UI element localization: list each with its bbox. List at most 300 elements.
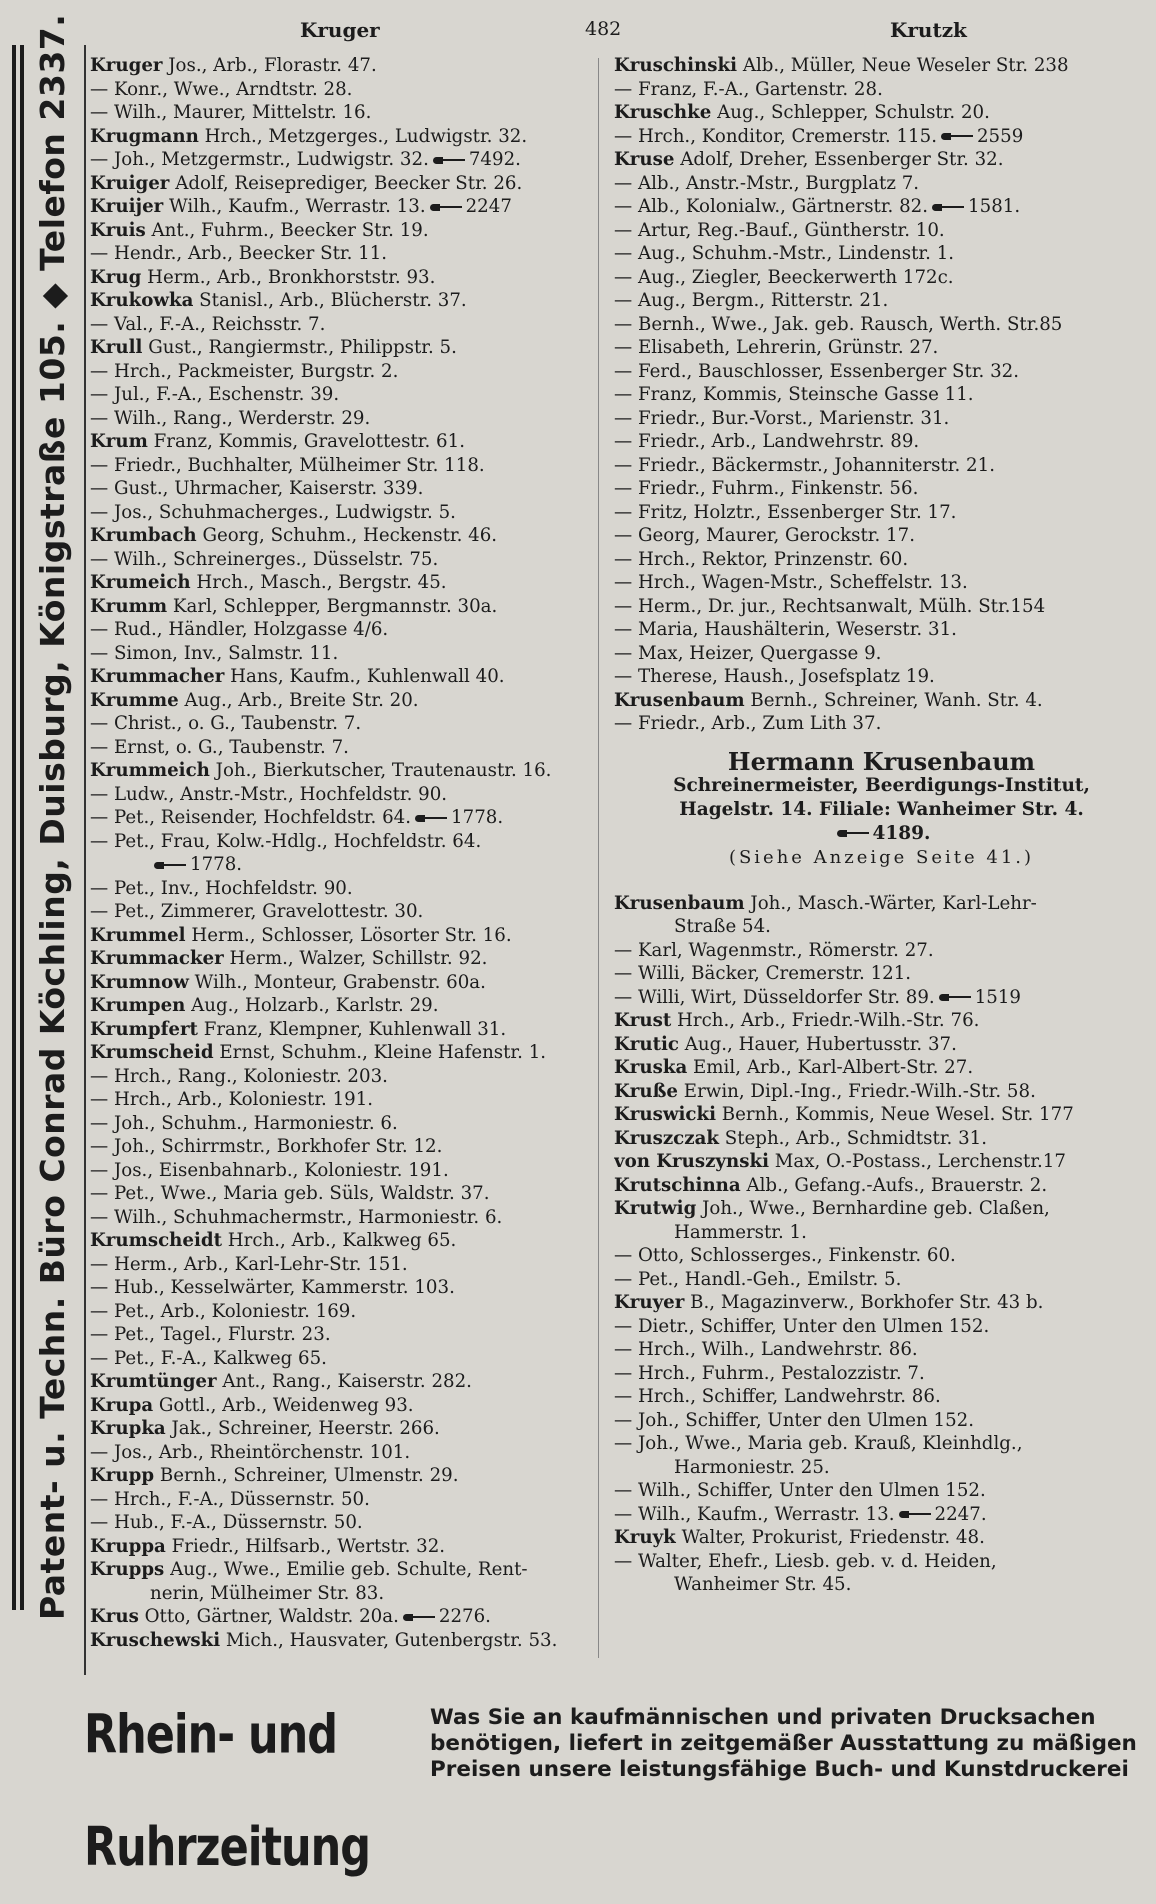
directory-entry bbox=[614, 595, 1149, 619]
telephone-icon bbox=[837, 829, 869, 838]
entry-details: Hammerstr. 1. bbox=[674, 1221, 807, 1243]
directory-entry bbox=[90, 289, 590, 313]
directory-entry bbox=[614, 1526, 1149, 1550]
entry-details: Jos., Arb., Florastr. 47. bbox=[162, 55, 377, 76]
directory-entry bbox=[614, 1150, 1149, 1174]
entry-details: — Aug., Ziegler, Beeckerwerth 172c. bbox=[614, 266, 954, 288]
entry-details: Alb., Gefang.-Aufs., Brauerstr. 2. bbox=[740, 1174, 1048, 1196]
directory-entry bbox=[90, 101, 590, 125]
entry-details: Bernh., Schreiner, Ulmenstr. 29. bbox=[154, 1465, 459, 1486]
directory-entry bbox=[614, 939, 1149, 963]
entry-surname: Kruyk bbox=[614, 1527, 676, 1548]
entry-details: — Pet., F.-A., Kalkweg 65. bbox=[90, 1347, 327, 1369]
directory-entry bbox=[614, 712, 1149, 736]
entry-details: Hrch., Metzgerges., Ludwigstr. 32. bbox=[198, 125, 528, 147]
entry-details: Joh., Wwe., Bernhardine geb. Claßen, bbox=[696, 1198, 1050, 1219]
directory-entry bbox=[90, 1558, 590, 1582]
entry-details: — Hub., Kesselwärter, Kammerstr. 103. bbox=[90, 1277, 455, 1298]
entry-surname: Kruschinski bbox=[614, 55, 738, 76]
directory-entry bbox=[90, 78, 590, 102]
telephone-icon bbox=[939, 993, 971, 1002]
entry-details: — Alb., Anstr.-Mstr., Burgplatz 7. bbox=[614, 172, 920, 194]
directory-entry bbox=[90, 853, 590, 877]
entry-details: — Elisabeth, Lehrerin, Grünstr. 27. bbox=[614, 337, 939, 358]
right-column-bottom bbox=[614, 892, 1149, 1597]
entry-details: Hrch., Arb., Kalkweg 65. bbox=[222, 1230, 457, 1251]
sidebar-rule bbox=[20, 45, 24, 1610]
ad-name: Hermann Krusenbaum bbox=[727, 746, 1036, 776]
entry-details: — Friedr., Bäckermstr., Johanniterstr. 21. bbox=[614, 454, 995, 476]
entry-details: Hans, Kaufm., Kuhlenwall 40. bbox=[224, 666, 505, 687]
entry-surname: Krummacker bbox=[90, 948, 224, 969]
directory-entry bbox=[90, 430, 590, 454]
telephone-icon bbox=[899, 1510, 931, 1519]
directory-entry bbox=[614, 336, 1149, 360]
entry-details: — Christ., o. G., Taubenstr. 7. bbox=[90, 713, 362, 734]
telephone-icon bbox=[932, 203, 964, 212]
entry-details: Aug., Hauer, Hubertusstr. 37. bbox=[679, 1033, 957, 1055]
directory-entry bbox=[614, 1385, 1149, 1409]
directory-entry bbox=[614, 1056, 1149, 1080]
telephone-icon bbox=[403, 1613, 435, 1622]
directory-entry bbox=[614, 1174, 1149, 1198]
directory-entry bbox=[614, 1479, 1149, 1503]
entry-surname: Krug bbox=[90, 266, 142, 288]
directory-entry bbox=[614, 78, 1149, 102]
directory-entry bbox=[90, 947, 590, 971]
entry-details: Herm., Arb., Bronkhorststr. 93. bbox=[141, 266, 436, 288]
directory-entry bbox=[614, 219, 1149, 243]
entry-surname: Krummeich bbox=[90, 760, 210, 781]
ad-phone-line bbox=[614, 822, 1149, 846]
directory-entry bbox=[614, 1103, 1149, 1127]
entry-surname: Kruyer bbox=[614, 1292, 685, 1313]
entry-details: Hrch., Masch., Bergstr. 45. bbox=[190, 572, 447, 593]
directory-entry bbox=[614, 1573, 1149, 1597]
entry-details: Friedr., Hilfsarb., Wertstr. 32. bbox=[165, 1535, 446, 1557]
entry-details: — Willi, Bäcker, Cremerstr. 121. bbox=[614, 963, 912, 984]
directory-entry bbox=[90, 900, 590, 924]
left-border-rule bbox=[84, 45, 86, 1675]
entry-details: — Ferd., Bauschlosser, Essenberger Str. 32. bbox=[614, 360, 1019, 382]
directory-entry bbox=[90, 689, 590, 713]
directory-entry bbox=[614, 1127, 1149, 1151]
directory-entry bbox=[90, 1629, 590, 1653]
directory-entry bbox=[614, 689, 1149, 713]
directory-entry bbox=[90, 1488, 590, 1512]
entry-phone: 7492. bbox=[468, 149, 521, 170]
directory-entry bbox=[90, 148, 590, 172]
directory-entry bbox=[614, 54, 1149, 78]
entry-phone: 2247 bbox=[465, 196, 512, 217]
entry-details: Georg, Schuhm., Heckenstr. 46. bbox=[196, 525, 498, 546]
ad-line1: Schreinermeister, Beerdigungs-Institut, bbox=[673, 774, 1090, 796]
entry-details: — Pet., Reisender, Hochfeldstr. 64. bbox=[90, 807, 412, 828]
directory-entry bbox=[90, 1417, 590, 1441]
entry-details: Wilh., Kaufm., Werrastr. 13. bbox=[163, 196, 426, 217]
directory-entry bbox=[614, 101, 1149, 125]
directory-entry bbox=[614, 1550, 1149, 1574]
directory-entry bbox=[614, 266, 1149, 290]
directory-entry bbox=[614, 172, 1149, 196]
entry-details: — Herm., Dr. jur., Rechtsanwalt, Mülh. Str.154 bbox=[614, 595, 1046, 617]
entry-details: Walter, Prokurist, Friedenstr. 48. bbox=[675, 1527, 985, 1548]
entry-details: — Bernh., Wwe., Jak. geb. Rausch, Werth. Str.85 bbox=[614, 313, 1063, 335]
entry-surname: Kruschke bbox=[614, 102, 712, 123]
sidebar-advert bbox=[0, 0, 84, 1700]
footer-line: benötigen, liefert in zeitgemäßer Ausstattung zu mäßigen bbox=[430, 1731, 1137, 1756]
right-column bbox=[614, 54, 1149, 1597]
entry-details: — Aug., Schuhm.-Mstr., Lindenstr. 1. bbox=[614, 243, 955, 264]
entry-details: — Franz, Kommis, Steinsche Gasse 11. bbox=[614, 384, 974, 405]
directory-entry bbox=[90, 383, 590, 407]
directory-entry bbox=[90, 1253, 590, 1277]
directory-entry bbox=[614, 125, 1149, 149]
directory-entry bbox=[614, 1197, 1149, 1221]
entry-details: — Wilh., Schuhmachermstr., Harmoniestr. 6. bbox=[90, 1206, 503, 1228]
directory-entry bbox=[90, 618, 590, 642]
directory-entry bbox=[90, 642, 590, 666]
entry-details: — Wilh., Maurer, Mittelstr. 16. bbox=[90, 102, 372, 123]
entry-surname: Kruijer bbox=[90, 196, 164, 217]
entry-surname: Krummel bbox=[90, 924, 186, 946]
header-right: Krutzk bbox=[890, 18, 967, 42]
entry-details: — Pet., Tagel., Flurstr. 23. bbox=[90, 1324, 331, 1345]
ad-reference: (Siehe Anzeige Seite 41.) bbox=[728, 846, 1035, 868]
entry-details: — Hrch., Schiffer, Landwehrstr. 86. bbox=[614, 1386, 941, 1407]
directory-entry bbox=[614, 360, 1149, 384]
directory-entry bbox=[90, 595, 590, 619]
directory-entry bbox=[614, 962, 1149, 986]
entry-details: — Joh., Schuhm., Harmoniestr. 6. bbox=[90, 1112, 398, 1134]
directory-entry bbox=[90, 971, 590, 995]
entry-details: Adolf, Reiseprediger, Beecker Str. 26. bbox=[169, 172, 523, 194]
entry-surname: Krumbach bbox=[90, 525, 197, 546]
entry-details: Herm., Schlosser, Lösorter Str. 16. bbox=[185, 924, 512, 946]
entry-details: — Franz, F.-A., Gartenstr. 28. bbox=[614, 78, 883, 100]
entry-details: Ant., Rang., Kaiserstr. 282. bbox=[216, 1371, 472, 1392]
directory-entry bbox=[90, 783, 590, 807]
directory-entry bbox=[614, 892, 1149, 916]
entry-details: — Wilh., Rang., Werderstr. 29. bbox=[90, 407, 371, 429]
directory-entry bbox=[90, 571, 590, 595]
entry-phone: 2559 bbox=[976, 125, 1024, 147]
entry-details: — Simon, Inv., Salmstr. 11. bbox=[90, 642, 339, 664]
directory-entry bbox=[90, 1276, 590, 1300]
entry-surname: Kruger bbox=[90, 55, 163, 76]
entry-details: — Jos., Schuhmacherges., Ludwigstr. 5. bbox=[90, 501, 456, 523]
column-divider bbox=[598, 58, 599, 1658]
ad-line2: Hagelstr. 14. Filiale: Wanheimer Str. 4. bbox=[679, 798, 1084, 820]
entry-details: — Alb., Kolonialw., Gärtnerstr. 82. bbox=[614, 196, 929, 217]
directory-entry bbox=[614, 313, 1149, 337]
entry-details: — Friedr., Bur.-Vorst., Marienstr. 31. bbox=[614, 407, 950, 429]
entry-details: — Pet., Zimmerer, Gravelottestr. 30. bbox=[90, 901, 424, 922]
directory-entry bbox=[90, 360, 590, 384]
entry-details: — Joh., Schiffer, Unter den Ulmen 152. bbox=[614, 1409, 975, 1431]
entry-details: — Therese, Haush., Josefsplatz 19. bbox=[614, 666, 935, 687]
directory-entry bbox=[614, 1362, 1149, 1386]
directory-entry bbox=[90, 759, 590, 783]
directory-entry bbox=[90, 266, 590, 290]
directory-entry bbox=[614, 986, 1149, 1010]
entry-details: — Pet., Wwe., Maria geb. Süls, Waldstr. 37. bbox=[90, 1183, 490, 1204]
entry-surname: Kruse bbox=[614, 149, 675, 170]
directory-entry bbox=[614, 618, 1149, 642]
entry-details: — Otto, Schlosserges., Finkenstr. 60. bbox=[614, 1245, 956, 1266]
directory-entry bbox=[90, 1041, 590, 1065]
entry-details: nerin, Mülheimer Str. 83. bbox=[150, 1582, 385, 1604]
entry-details: — Pet., Handl.-Geh., Emilstr. 5. bbox=[614, 1268, 902, 1290]
directory-entry bbox=[90, 1182, 590, 1206]
entry-details: Gottl., Arb., Weidenweg 93. bbox=[153, 1394, 414, 1416]
directory-entry bbox=[90, 1441, 590, 1465]
entry-phone: 1581. bbox=[968, 196, 1021, 217]
directory-entry bbox=[614, 642, 1149, 666]
entry-details: Jak., Schreiner, Heerstr. 266. bbox=[165, 1418, 440, 1439]
directory-entry bbox=[90, 1511, 590, 1535]
entry-details: Hrch., Arb., Friedr.-Wilh.-Str. 76. bbox=[671, 1010, 980, 1031]
entry-surname: Krupka bbox=[90, 1418, 166, 1439]
entry-details: Ernst, Schuhm., Kleine Hafenstr. 1. bbox=[213, 1042, 547, 1063]
entry-details: — Hendr., Arb., Beecker Str. 11. bbox=[90, 243, 388, 264]
directory-entry bbox=[90, 1582, 590, 1606]
entry-surname: Krukowka bbox=[90, 290, 194, 311]
entry-details: Joh., Bierkutscher, Trautenaustr. 16. bbox=[209, 760, 552, 781]
entry-surname: Krugmann bbox=[90, 125, 199, 147]
entry-details: Steph., Arb., Schmidtstr. 31. bbox=[718, 1127, 988, 1149]
entry-details: — Willi, Wirt, Düsseldorfer Str. 89. bbox=[614, 986, 935, 1008]
directory-entry bbox=[90, 1300, 590, 1324]
entry-surname: Krusenbaum bbox=[614, 689, 745, 711]
directory-entry bbox=[614, 1009, 1149, 1033]
directory-entry bbox=[90, 1159, 590, 1183]
directory-entry bbox=[614, 477, 1149, 501]
entry-details: Karl, Schlepper, Bergmannstr. 30a. bbox=[167, 595, 498, 617]
entry-details: — Aug., Bergm., Ritterstr. 21. bbox=[614, 290, 889, 311]
directory-entry bbox=[90, 125, 590, 149]
entry-details: — Friedr., Arb., Landwehrstr. 89. bbox=[614, 431, 920, 452]
entry-details: — Maria, Haushälterin, Weserstr. 31. bbox=[614, 619, 957, 640]
entry-details: — Pet., Frau, Kolw.-Hdlg., Hochfeldstr. 64. bbox=[90, 830, 482, 852]
entry-details: — Dietr., Schiffer, Unter den Ulmen 152. bbox=[614, 1315, 990, 1337]
entry-details: Herm., Walzer, Schillstr. 92. bbox=[223, 948, 488, 969]
entry-details: — Hrch., Wagen-Mstr., Scheffelstr. 13. bbox=[614, 572, 968, 593]
right-column-top bbox=[614, 54, 1149, 736]
entry-surname: Kruska bbox=[614, 1057, 688, 1078]
entry-details: Aug., Holzarb., Karlstr. 29. bbox=[185, 995, 439, 1016]
entry-details: — Hrch., Rang., Koloniestr. 203. bbox=[90, 1065, 388, 1087]
entry-surname: Krumeich bbox=[90, 572, 191, 593]
entry-details: — Ernst, o. G., Taubenstr. 7. bbox=[90, 736, 349, 758]
entry-surname: Krumnow bbox=[90, 971, 189, 993]
directory-entry bbox=[90, 806, 590, 830]
entry-surname: Krumpen bbox=[90, 995, 186, 1016]
directory-entry bbox=[614, 665, 1149, 689]
entry-surname: Kruppa bbox=[90, 1535, 166, 1557]
entry-surname: Kruiger bbox=[90, 172, 170, 194]
entry-details: Bernh., Kommis, Neue Wesel. Str. 177 bbox=[716, 1104, 1074, 1125]
entry-phone: 1519 bbox=[974, 986, 1021, 1008]
entry-details: Mich., Hausvater, Gutenbergstr. 53. bbox=[220, 1629, 558, 1651]
footer-text bbox=[430, 1705, 1150, 1783]
entry-surname: Krumm bbox=[90, 595, 168, 617]
directory-entry bbox=[90, 1229, 590, 1253]
directory-entry bbox=[90, 1065, 590, 1089]
telephone-icon bbox=[433, 156, 465, 165]
entry-details: — Konr., Wwe., Arndtstr. 28. bbox=[90, 78, 353, 100]
entry-surname: Kruswicki bbox=[614, 1104, 717, 1125]
header-left: Kruger bbox=[300, 18, 380, 42]
entry-details: Erwin, Dipl.-Ing., Friedr.-Wilh.-Str. 58. bbox=[678, 1080, 1036, 1102]
entry-surname: Kruschewski bbox=[90, 1629, 221, 1651]
directory-entry bbox=[614, 1315, 1149, 1339]
entry-phone: 2276. bbox=[438, 1606, 491, 1627]
entry-surname: Krumme bbox=[90, 689, 179, 711]
entry-surname: Krupp bbox=[90, 1465, 155, 1486]
entry-details: — Fritz, Holztr., Essenberger Str. 17. bbox=[614, 501, 957, 523]
directory-entry bbox=[90, 1323, 590, 1347]
entry-details: Bernh., Schreiner, Wanh. Str. 4. bbox=[744, 689, 1043, 711]
directory-entry bbox=[90, 336, 590, 360]
directory-entry bbox=[90, 665, 590, 689]
entry-surname: Krumscheidt bbox=[90, 1230, 222, 1251]
left-column bbox=[90, 54, 590, 1652]
entry-details: Alb., Müller, Neue Weseler Str. 238 bbox=[737, 55, 1069, 76]
entry-details: — Pet., Inv., Hochfeldstr. 90. bbox=[90, 877, 353, 899]
directory-entry bbox=[90, 924, 590, 948]
directory-entry bbox=[90, 407, 590, 431]
entry-details: Emil, Arb., Karl-Albert-Str. 27. bbox=[687, 1057, 974, 1078]
entry-details: — Pet., Arb., Koloniestr. 169. bbox=[90, 1300, 357, 1322]
directory-entry bbox=[614, 1033, 1149, 1057]
directory-entry bbox=[90, 1535, 590, 1559]
entry-surname: Krust bbox=[614, 1010, 672, 1031]
entry-surname: Krutic bbox=[614, 1033, 679, 1055]
entry-surname: Kruis bbox=[90, 219, 146, 241]
directory-entry bbox=[614, 1080, 1149, 1104]
entry-details: Max, O.-Postass., Lerchenstr.17 bbox=[768, 1151, 1066, 1172]
entry-details: Wilh., Monteur, Grabenstr. 60a. bbox=[188, 971, 486, 993]
entry-details: — Friedr., Buchhalter, Mülheimer Str. 118. bbox=[90, 454, 485, 476]
entry-details: Aug., Schlepper, Schulstr. 20. bbox=[711, 102, 990, 123]
entry-surname: Krum bbox=[90, 431, 148, 452]
entry-details: Wanheimer Str. 45. bbox=[674, 1574, 852, 1595]
directory-entry bbox=[614, 524, 1149, 548]
entry-details: — Joh., Schirrmstr., Borkhofer Str. 12. bbox=[90, 1136, 443, 1157]
directory-entry bbox=[614, 289, 1149, 313]
entry-details: — Wilh., Kaufm., Werrastr. 13. bbox=[614, 1503, 895, 1525]
entry-surname: Krull bbox=[90, 337, 143, 358]
directory-entry bbox=[90, 736, 590, 760]
entry-details: — Jos., Eisenbahnarb., Koloniestr. 191. bbox=[90, 1159, 449, 1181]
directory-entry bbox=[90, 524, 590, 548]
entry-details: — Hrch., Packmeister, Burgstr. 2. bbox=[90, 360, 399, 382]
entry-details: — Hrch., Arb., Koloniestr. 191. bbox=[90, 1089, 374, 1110]
entry-details: — Gust., Uhrmacher, Kaiserstr. 339. bbox=[90, 478, 424, 499]
directory-entry bbox=[614, 501, 1149, 525]
directory-entry bbox=[614, 1244, 1149, 1268]
entry-details: Ant., Fuhrm., Beecker Str. 19. bbox=[145, 219, 429, 241]
directory-entry bbox=[614, 195, 1149, 219]
directory-entry bbox=[90, 1347, 590, 1371]
entry-surname: Krumscheid bbox=[90, 1042, 214, 1063]
entry-details: — Hrch., Konditor, Cremerstr. 115. bbox=[614, 125, 937, 147]
directory-entry bbox=[614, 1409, 1149, 1433]
directory-entry bbox=[614, 148, 1149, 172]
directory-entry bbox=[90, 313, 590, 337]
directory-entry bbox=[90, 454, 590, 478]
entry-details: — Val., F.-A., Reichsstr. 7. bbox=[90, 313, 326, 335]
directory-entry bbox=[614, 1456, 1149, 1480]
directory-entry bbox=[614, 1432, 1149, 1456]
directory-entry bbox=[90, 1464, 590, 1488]
entry-details: — Rud., Händler, Holzgasse 4/6. bbox=[90, 619, 389, 640]
ad-phone: 4189. bbox=[872, 822, 931, 844]
directory-entry bbox=[90, 242, 590, 266]
entry-details: — Hrch., F.-A., Düssernstr. 50. bbox=[90, 1488, 370, 1510]
entry-details: — Friedr., Fuhrm., Finkenstr. 56. bbox=[614, 478, 919, 499]
directory-entry bbox=[614, 407, 1149, 431]
entry-phone: 2247. bbox=[934, 1503, 987, 1525]
footer-line: Was Sie an kaufmännischen und privaten Drucksachen bbox=[430, 1705, 1096, 1730]
directory-entry bbox=[614, 915, 1149, 939]
entry-details: Stanisl., Arb., Blücherstr. 37. bbox=[193, 290, 467, 311]
directory-entry bbox=[614, 454, 1149, 478]
directory-entry bbox=[614, 242, 1149, 266]
entry-details: — Herm., Arb., Karl-Lehr-Str. 151. bbox=[90, 1253, 408, 1275]
entry-details: Franz, Klempner, Kuhlenwall 31. bbox=[197, 1018, 507, 1040]
entry-details: — Jos., Arb., Rheintörchenstr. 101. bbox=[90, 1441, 411, 1463]
directory-entry bbox=[90, 1088, 590, 1112]
footer-logo: Rhein- und Ruhrzeitung bbox=[84, 1703, 371, 1879]
entry-surname: Kruszczak bbox=[614, 1127, 719, 1149]
telephone-icon bbox=[430, 203, 462, 212]
directory-entry bbox=[90, 1394, 590, 1418]
entry-phone: 1778. bbox=[451, 807, 504, 828]
entry-details: Franz, Kommis, Gravelottestr. 61. bbox=[147, 431, 465, 452]
directory-entry bbox=[90, 501, 590, 525]
directory-entry bbox=[90, 830, 590, 854]
entry-details: — Karl, Wagenmstr., Römerstr. 27. bbox=[614, 939, 934, 961]
entry-details: Harmoniestr. 25. bbox=[674, 1456, 830, 1478]
entry-details: — Ludw., Anstr.-Mstr., Hochfeldstr. 90. bbox=[90, 783, 448, 805]
directory-entry bbox=[90, 1112, 590, 1136]
sidebar-rule bbox=[12, 45, 16, 1610]
directory-entry bbox=[614, 383, 1149, 407]
telephone-icon bbox=[941, 132, 973, 141]
footer-line: Preisen unsere leistungsfähige Buch- und Kunstdruckerei bbox=[430, 1757, 1129, 1782]
directory-entry bbox=[614, 1268, 1149, 1292]
directory-entry bbox=[90, 548, 590, 572]
entry-details: — Jul., F.-A., Eschenstr. 39. bbox=[90, 384, 340, 405]
directory-entry bbox=[90, 1605, 590, 1629]
entry-details: — Artur, Reg.-Bauf., Güntherstr. 10. bbox=[614, 219, 945, 241]
entry-surname: Krutwig bbox=[614, 1198, 697, 1219]
directory-entry bbox=[614, 548, 1149, 572]
directory-entry bbox=[614, 430, 1149, 454]
telephone-icon bbox=[415, 814, 447, 823]
entry-phone: 1778. bbox=[190, 854, 243, 875]
entry-details: Gust., Rangiermstr., Philippstr. 5. bbox=[142, 337, 457, 358]
entry-details: Aug., Wwe., Emilie geb. Schulte, Rent- bbox=[164, 1559, 528, 1580]
directory-entry bbox=[614, 1338, 1149, 1362]
entry-details: — Wilh., Schiffer, Unter den Ulmen 152. bbox=[614, 1480, 986, 1501]
directory-entry bbox=[614, 571, 1149, 595]
entry-details: Aug., Arb., Breite Str. 20. bbox=[178, 689, 419, 711]
directory-entry bbox=[90, 195, 590, 219]
entry-details: — Joh., Metzgermstr., Ludwigstr. 32. bbox=[90, 149, 429, 170]
